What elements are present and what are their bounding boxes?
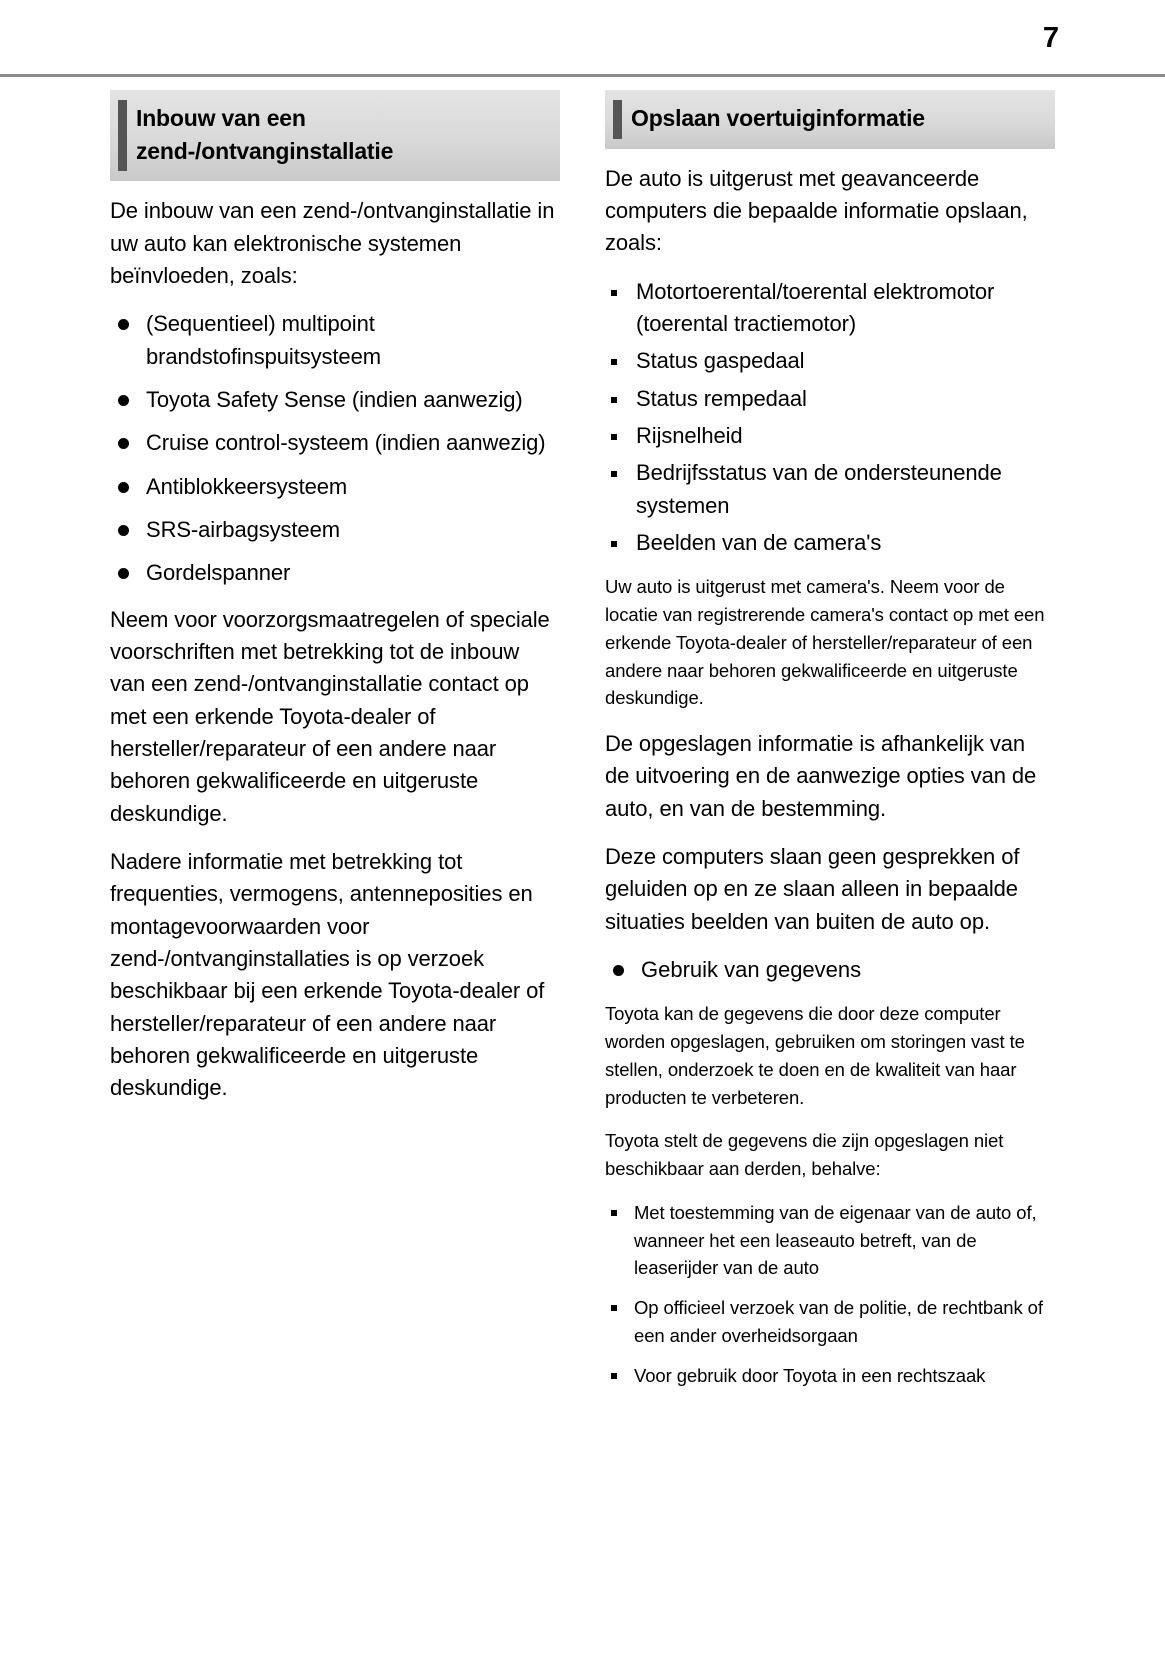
list-item (110, 514, 560, 546)
right-section-heading (605, 90, 1055, 149)
left-section-title: Inbouw van een zend-/ontvanginstallatie (136, 105, 394, 164)
bullet-square-icon (611, 1210, 617, 1216)
bullet-dot-icon (118, 568, 129, 579)
list-item (605, 1294, 1055, 1350)
bullet-square-icon (611, 471, 617, 477)
heading-accent-bar (118, 100, 127, 171)
bullet-square-icon (611, 290, 617, 296)
left-bullet-list (110, 308, 560, 589)
page-number: 7 (1042, 22, 1059, 54)
page-header (0, 0, 1165, 76)
list-item-label: Bedrijfsstatus van de ondersteunende systemen (636, 460, 1002, 518)
heading-accent-bar (613, 100, 622, 139)
left-section-heading (110, 90, 560, 181)
list-item (605, 276, 1055, 341)
list-item-label: Rijsnelheid (636, 422, 743, 448)
data-usage-subheading-label: Gebruik van gegevens (641, 956, 862, 982)
bullet-square-icon (611, 1305, 617, 1311)
right-intro-paragraph: De auto is uitgerust met geavanceerde computers die bepaalde informatie opslaan, zoals: (605, 165, 1028, 256)
list-item (605, 383, 1055, 415)
list-item-label: Toyota Safety Sense (indien aanwezig) (146, 386, 523, 412)
list-item (605, 345, 1055, 377)
left-intro-paragraph: De inbouw van een zend-/ontvanginstallatie in uw auto kan elektronische systemen beïnvloeden, zoals: (110, 198, 555, 288)
exceptions-list (605, 1199, 1055, 1390)
list-item (110, 471, 560, 503)
list-item (110, 308, 560, 373)
right-column (605, 90, 1055, 1403)
bullet-square-icon (611, 397, 617, 403)
bullet-square-icon (611, 541, 617, 547)
list-item (110, 384, 560, 416)
left-paragraph-1: Neem voor voorzorgsmaatregelen of speciale voorschriften met betrekking tot de inbouw van een zend-/ontvanginstallatie contact op met een erkende Toyota-dealer of hersteller/reparateur of een andere naar behoren gekwalificeerde en uitgeruste deskundige. (110, 606, 550, 826)
list-item (605, 1362, 1055, 1390)
data-usage-subheading (605, 954, 1055, 986)
bullet-dot-icon (118, 319, 129, 330)
list-item-label: Antiblokkeersysteem (146, 473, 348, 499)
bullet-square-icon (611, 1373, 617, 1379)
list-item (110, 557, 560, 589)
left-column (110, 90, 560, 1403)
right-paragraph-1: De opgeslagen informatie is afhankelijk van de uitvoering en de aanwezige opties van de auto, en van de bestemming. (605, 731, 1037, 821)
bullet-dot-icon (613, 965, 624, 976)
list-item-label: Beelden van de camera's (636, 529, 882, 555)
bullet-dot-icon (118, 525, 129, 536)
header-divider (0, 74, 1165, 77)
stored-info-list (605, 276, 1055, 560)
list-item (605, 420, 1055, 452)
list-item (605, 1199, 1055, 1282)
two-column-body (110, 90, 1055, 1403)
bullet-square-icon (611, 434, 617, 440)
list-item-label: Status rempedaal (636, 385, 807, 411)
list-item (110, 427, 560, 459)
list-item-label: Gordelspanner (146, 560, 291, 586)
left-paragraph-2: Nadere informatie met betrekking tot frequenties, vermogens, antenneposities en montagevoorwaarden voor zend-/ontvanginstallaties is op verzoek beschikbaar bij een erkende Toyota-dealer of hersteller/reparateur of een andere naar behoren gekwalificeerde en uitgeruste deskundige. (110, 848, 545, 1101)
bullet-dot-icon (118, 395, 129, 406)
list-item-label: (Sequentieel) multipoint brandstofinspuitsysteem (146, 311, 381, 369)
right-paragraph-4: Toyota stelt de gegevens die zijn opgeslagen niet beschikbaar aan derden, behalve: (605, 1130, 1004, 1180)
list-item-label: Motortoerental/toerental elektromotor (toerental tractiemotor) (636, 278, 995, 336)
bullet-square-icon (611, 359, 617, 365)
bullet-dot-icon (118, 438, 129, 449)
list-item-label: Status gaspedaal (636, 348, 805, 374)
camera-note-paragraph: Uw auto is uitgerust met camera's. Neem voor de locatie van registrerende camera's contact op met een erkende Toyota-dealer of hersteller/reparateur of een andere naar behoren gekwalificeerde en uitgeruste deskundige. (605, 576, 1045, 709)
list-item-label: Op officieel verzoek van de politie, de rechtbank of een ander overheidsorgaan (634, 1297, 1043, 1346)
list-item (605, 527, 1055, 559)
right-paragraph-2: Deze computers slaan geen gesprekken of geluiden op en ze slaan alleen in bepaalde situaties beelden van buiten de auto op. (605, 844, 1020, 934)
list-item-label: Voor gebruik door Toyota in een rechtszaak (634, 1364, 986, 1386)
right-section-title: Opslaan voertuiginformatie (631, 105, 925, 131)
list-item-label: SRS-airbagsysteem (146, 516, 340, 542)
list-item-label: Met toestemming van de eigenaar van de auto of, wanneer het een leaseauto betreft, van de leaserijder van de auto (634, 1201, 1037, 1279)
list-item (605, 457, 1055, 522)
bullet-dot-icon (118, 482, 129, 493)
list-item-label: Cruise control-systeem (indien aanwezig) (146, 430, 546, 456)
right-paragraph-3: Toyota kan de gegevens die door deze computer worden opgeslagen, gebruiken om storingen vast te stellen, onderzoek te doen en de kwaliteit van haar producten te verbeteren. (605, 1003, 1025, 1108)
